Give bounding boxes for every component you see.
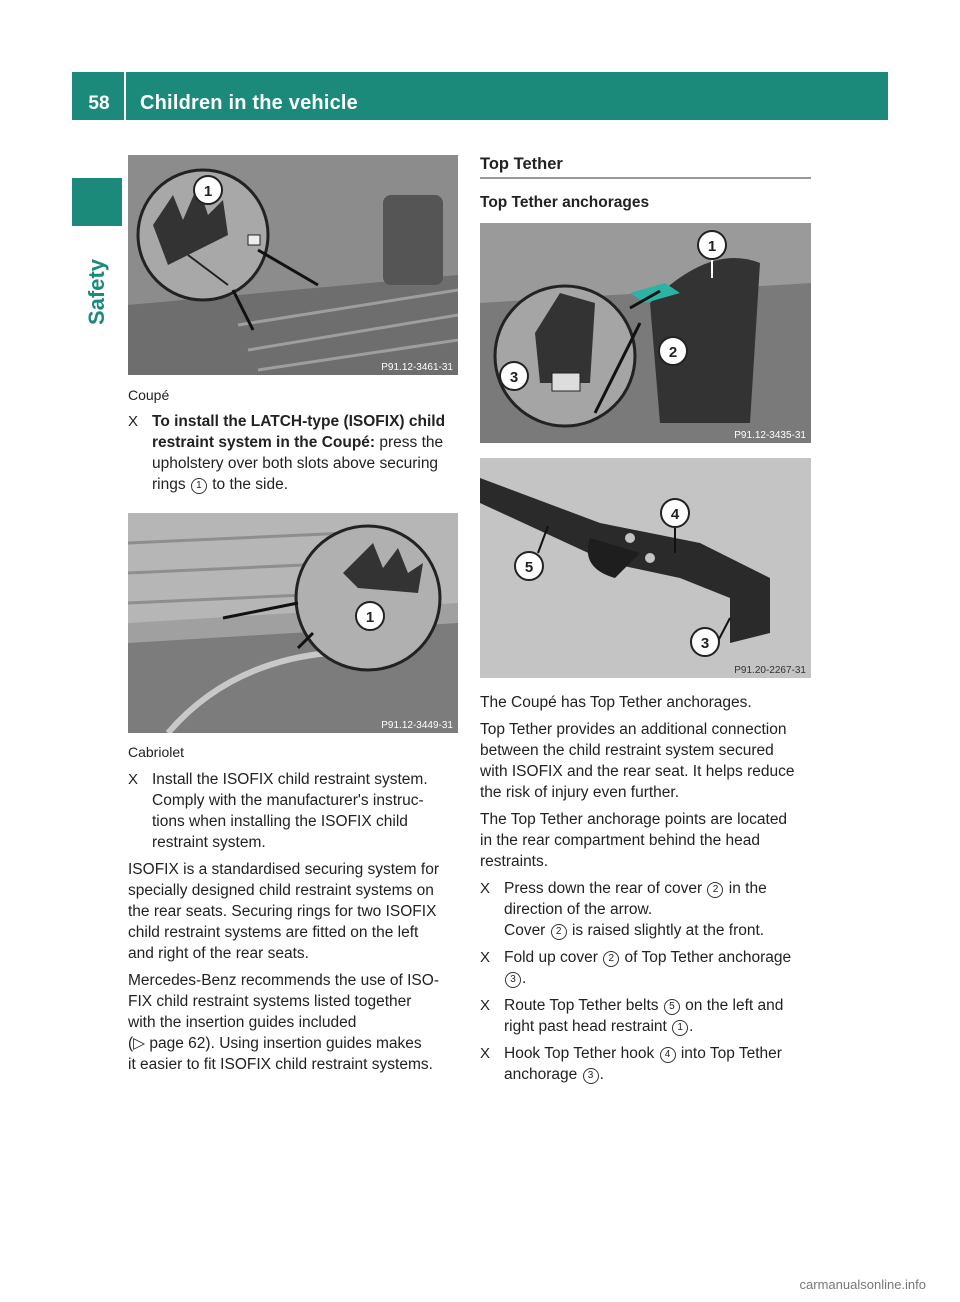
section-rule	[480, 177, 811, 179]
page-reference-link[interactable]: (▷ page 62). Using insertion guides makes	[128, 1035, 422, 1052]
figure-code: P91.12-3461-31	[381, 362, 453, 373]
instruction-arrow-icon: X	[128, 413, 139, 430]
paragraph-coupe-anchorages: The Coupé has Top Tether anchorages.	[480, 694, 752, 711]
right-body	[480, 692, 820, 1085]
caption-cabriolet: Cabriolet	[128, 744, 185, 760]
callout-3: 3	[700, 635, 710, 652]
callout-3: 3	[509, 369, 519, 386]
side-tab-label: Safety	[84, 258, 109, 326]
left-body: X Install the ISOFIX child restraint system. Comply with the manufacturer's instruc- tions when installing the ISOFIX child restraint system. ISOFIX is a standardised securing system for specially designed child restraint systems on the rear seats. Securing rings for two ISOFIX child restraint systems are fitted on the left and right of the rear seats. Mercedes-Benz recommends the use of ISO- FIX child restraint systems listed together with the insertion guides included (▷ page 62). Using insertion guides makes it easier to fit ISOFIX child restraint systems.	[128, 769, 468, 1081]
paragraph-isofix: ISOFIX is a standardised securing system for specially designed child restraint systems on the rear seats. Securing rings for two ISOFIX child restraint systems are fitted on the left and right of the rear seats.	[128, 861, 439, 962]
callout-5: 5	[524, 559, 534, 576]
paragraph-top-tether: Top Tether provides an additional connection between the child restraint system secured with ISOFIX and the rear seat. It helps reduce the risk of injury even further.	[480, 721, 795, 801]
figure-tether	[480, 458, 811, 678]
section-title: Top Tether	[480, 155, 563, 173]
instruction-coupe: X To install the LATCH-type (ISOFIX) child restraint system in the Coupé: press the upholstery over both slots above securing rings 1 to the side.	[128, 413, 446, 493]
callout-1: 1	[365, 609, 375, 626]
figure-code: P91.20-2267-31	[734, 665, 806, 676]
page-number: 58	[88, 93, 110, 114]
callout-4: 4	[670, 506, 680, 523]
callout-1: 1	[707, 238, 717, 255]
paragraph-anchorage-points: The Top Tether anchorage points are located in the rear compartment behind the head restraints.	[480, 811, 788, 870]
instruction-arrow-icon: X	[128, 771, 139, 788]
figure-code: P91.12-3449-31	[381, 720, 453, 731]
page-title: Children in the vehicle	[140, 92, 358, 114]
watermark: carmanualsonline.info	[799, 1277, 926, 1292]
instruction-arrow-icon: X	[480, 880, 491, 897]
subsection-title: Top Tether anchorages	[480, 194, 650, 211]
figure-coupe	[128, 155, 458, 375]
step-2: X Fold up cover 2 of Top Tether anchorage 3 .	[480, 949, 792, 987]
side-tab-block	[72, 178, 122, 226]
figure-anchorage	[480, 223, 811, 443]
callout-2: 2	[668, 344, 678, 361]
instruction-arrow-icon: X	[480, 949, 491, 966]
ref-number: 1	[191, 478, 207, 494]
step-1: X Press down the rear of cover 2 in the direction of the arrow. Cover 2 is raised slightly at the front.	[480, 880, 767, 939]
instruction-arrow-icon: X	[480, 1045, 491, 1062]
instruction-arrow-icon: X	[480, 997, 491, 1014]
figure-code: P91.12-3435-31	[734, 430, 806, 441]
step-4: X Hook Top Tether hook 4 into Top Tether anchorage 3 .	[480, 1045, 782, 1083]
caption-coupe: Coupé	[128, 387, 170, 403]
paragraph-recommendation: Mercedes-Benz recommends the use of ISO- FIX child restraint systems listed together with the insertion guides included (▷ page 62). Using insertion guides makes it easier to fit ISOFIX child restraint systems.	[128, 970, 468, 1075]
step-3: X Route Top Tether belts 5 on the left and right past head restraint 1 .	[480, 997, 784, 1035]
figure-cabriolet	[128, 513, 458, 733]
callout-1: 1	[203, 183, 213, 200]
header-divider	[124, 72, 126, 120]
